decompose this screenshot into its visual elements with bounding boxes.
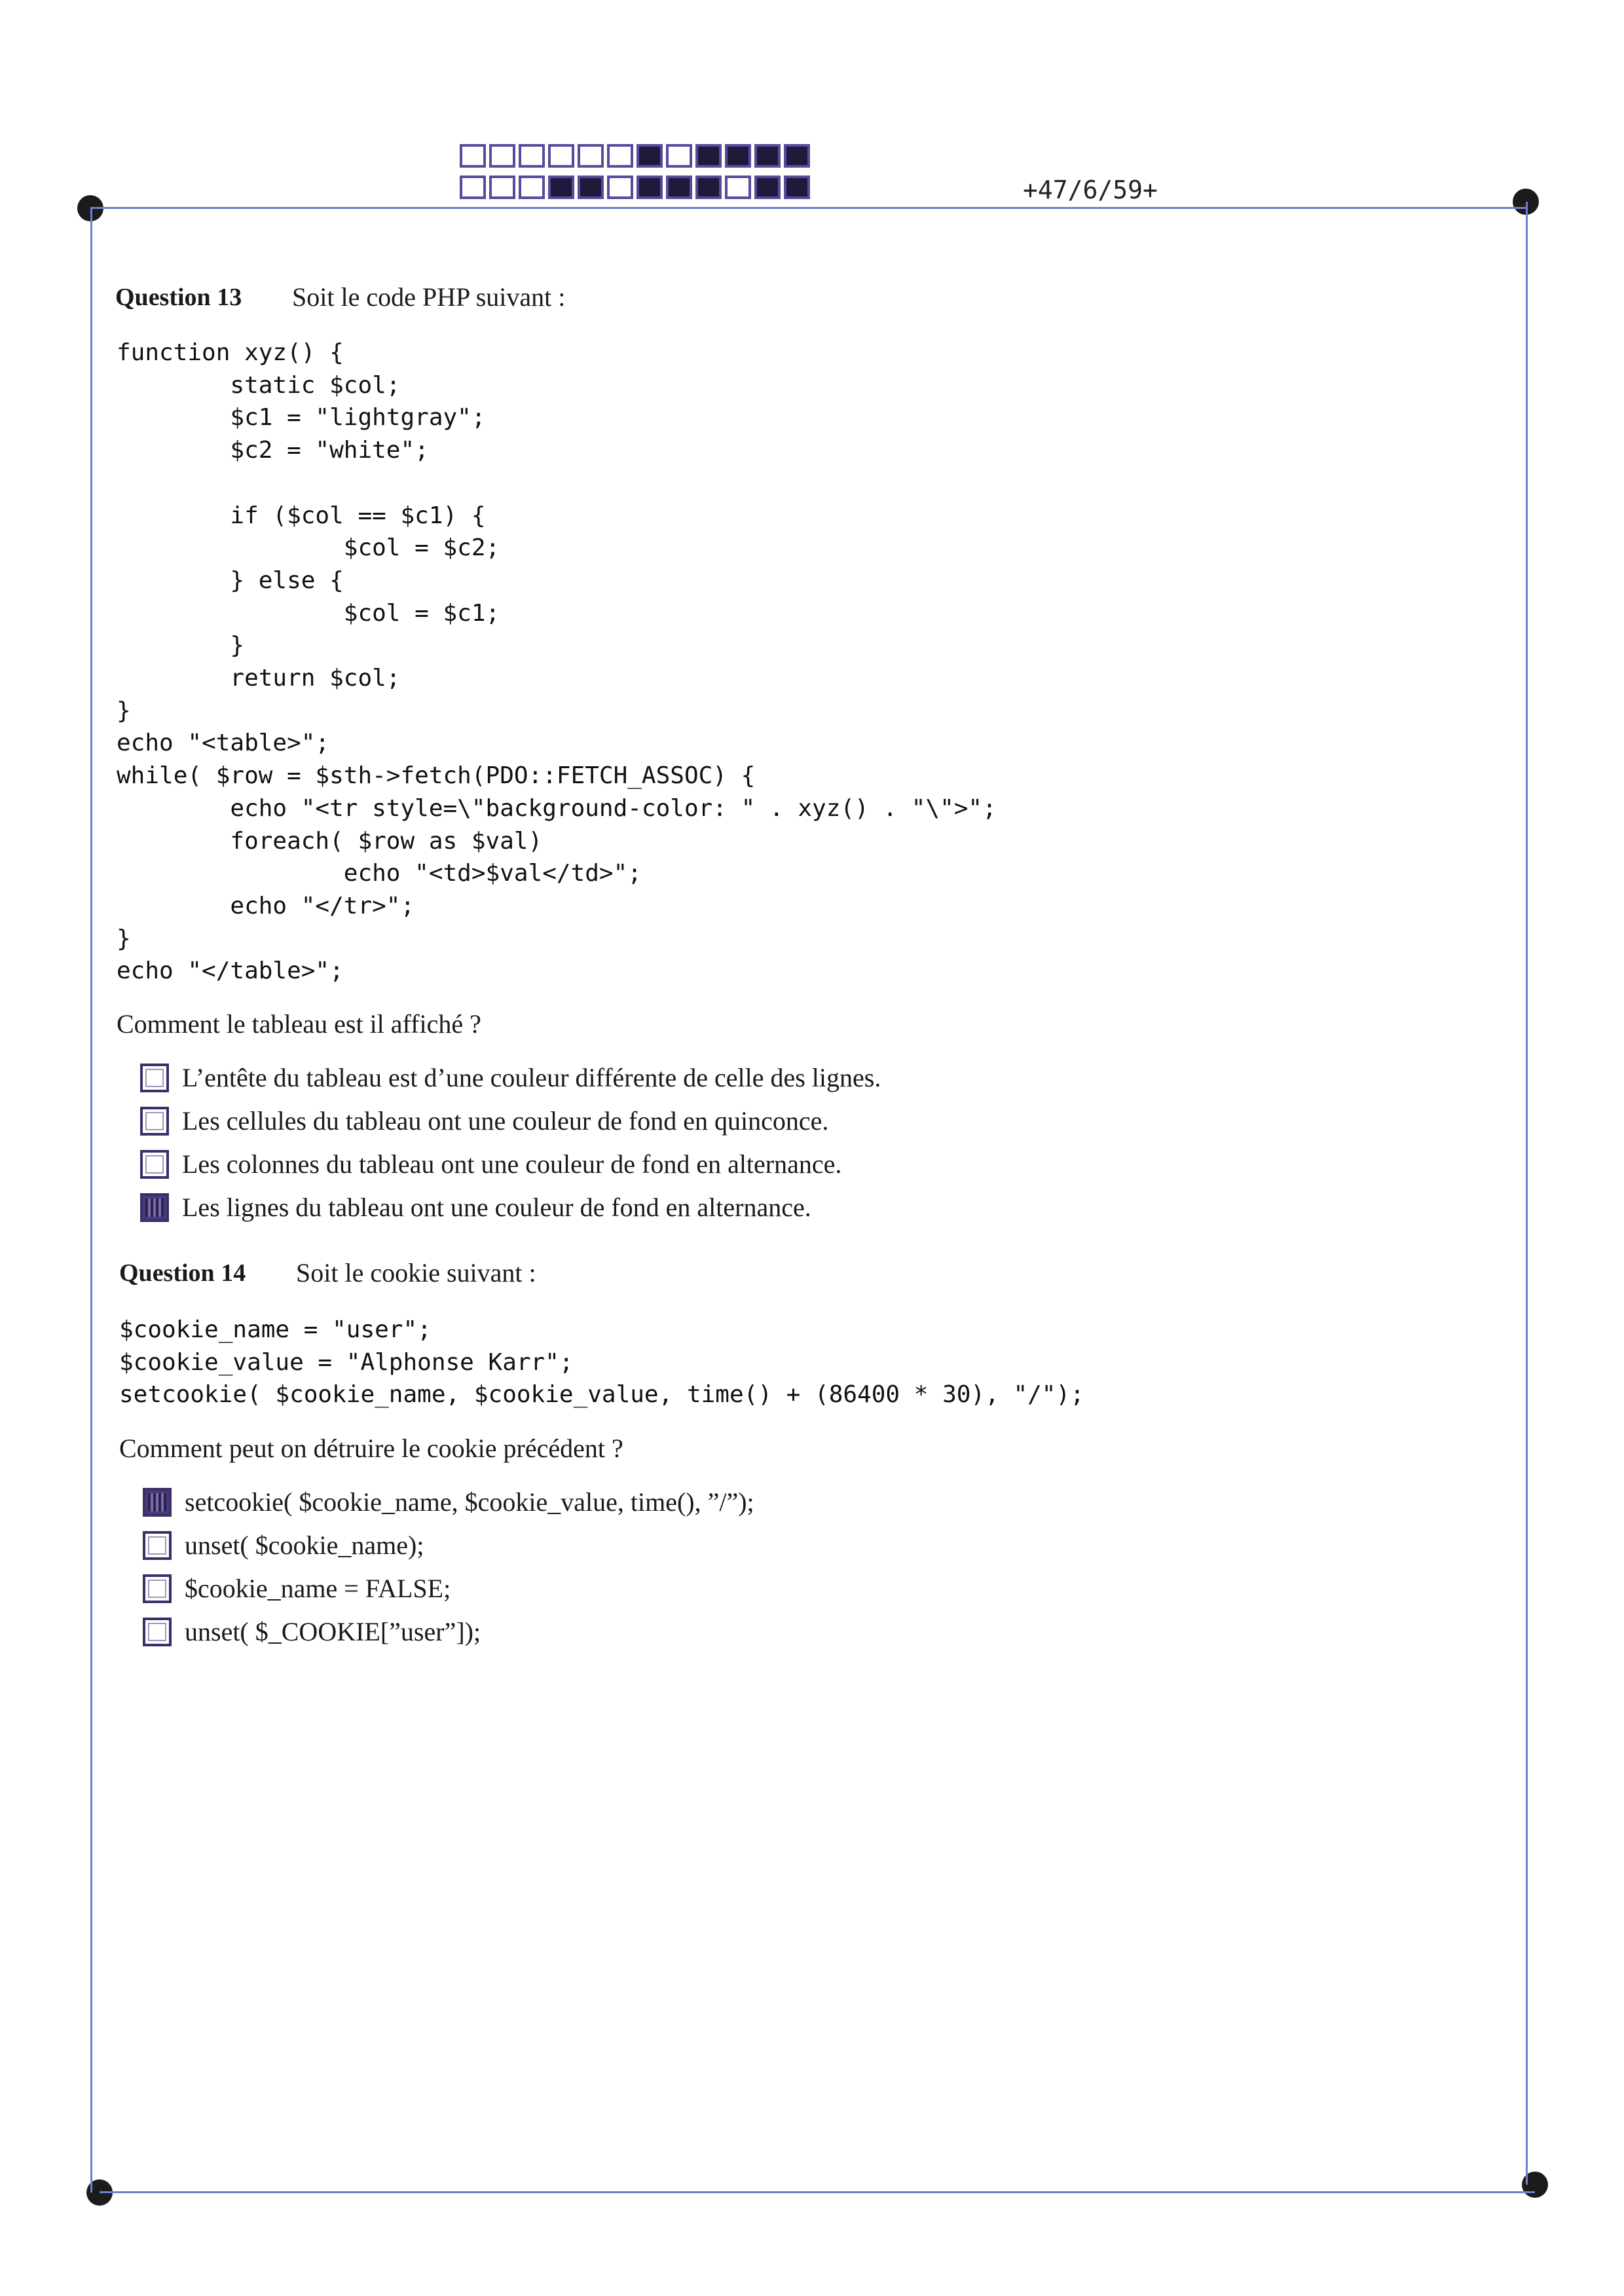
page-identifier: +47/6/59+ <box>1023 176 1158 204</box>
code-cell-filled <box>637 144 663 168</box>
answer-label: Les lignes du tableau ont une couleur de fond en alternance. <box>182 1193 811 1222</box>
code-cell-empty <box>489 144 515 168</box>
answer-checkbox-checked[interactable] <box>143 1488 172 1517</box>
frame-right-line <box>1526 202 1528 2185</box>
answer-label: setcookie( $cookie_name, $cookie_value, time(), ”/”); <box>185 1487 754 1517</box>
code-cell-empty <box>607 176 633 199</box>
code-cell-empty <box>578 144 604 168</box>
question-14-answer-4[interactable] <box>143 1616 481 1647</box>
code-cell-empty <box>519 176 545 199</box>
answer-checkbox[interactable] <box>143 1531 172 1560</box>
code-cell-filled <box>695 176 722 199</box>
answer-checkbox[interactable] <box>140 1064 169 1092</box>
frame-top-line <box>90 207 1526 209</box>
frame-left-line <box>90 208 92 2193</box>
question-13-title: Question 13 <box>115 284 242 311</box>
code-cell-filled <box>637 176 663 199</box>
frame-bottom-line <box>100 2191 1535 2193</box>
answer-label: unset( $cookie_name); <box>185 1530 424 1560</box>
code-cell-filled <box>754 144 781 168</box>
code-cell-empty <box>460 176 486 199</box>
question-13-answer-3[interactable] <box>140 1149 841 1179</box>
code-cell-filled <box>725 144 751 168</box>
code-cell-empty <box>460 144 486 168</box>
code-cell-empty <box>666 144 692 168</box>
code-cell-filled <box>666 176 692 199</box>
question-13-code: function xyz() { static $col; $c1 = "lightgray"; $c2 = "white"; if ($col == $c1) { $col = $c2; } else { $col = $c1; } return $col; } echo "<table>"; while( $row = $sth->fetch(PDO::FETCH_ASSOC) { echo "<tr style=\"background-color: " . xyz() . "\">"; foreach( $row as $val) echo "<td>$val</td>"; echo "</tr>"; } echo "</table>"; <box>117 339 997 985</box>
answer-checkbox[interactable] <box>140 1107 169 1136</box>
code-cell-filled <box>578 176 604 199</box>
question-13-answer-4[interactable] <box>140 1192 811 1223</box>
code-cell-filled <box>695 144 722 168</box>
answer-label: L’entête du tableau est d’une couleur différente de celle des lignes. <box>182 1063 881 1092</box>
code-cell-filled <box>548 176 574 199</box>
answer-checkbox[interactable] <box>143 1618 172 1646</box>
question-13-question: Comment le tableau est il affiché ? <box>117 1009 481 1039</box>
code-cell-empty <box>725 176 751 199</box>
code-cell-filled <box>784 144 810 168</box>
answer-checkbox-checked[interactable] <box>140 1193 169 1222</box>
code-cell-empty <box>607 144 633 168</box>
answer-checkbox[interactable] <box>140 1150 169 1179</box>
binary-code-row-2 <box>460 176 813 199</box>
answer-checkbox[interactable] <box>143 1574 172 1603</box>
code-cell-filled <box>784 176 810 199</box>
question-14-question: Comment peut on détruire le cookie précédent ? <box>119 1434 623 1463</box>
question-14-prompt: Soit le cookie suivant : <box>296 1258 536 1287</box>
code-cell-empty <box>519 144 545 168</box>
answer-label: Les cellules du tableau ont une couleur de fond en quinconce. <box>182 1106 829 1136</box>
answer-label: Les colonnes du tableau ont une couleur de fond en alternance. <box>182 1149 842 1179</box>
answer-label: $cookie_name = FALSE; <box>185 1574 451 1603</box>
question-14-answer-1[interactable] <box>143 1487 754 1517</box>
code-cell-filled <box>754 176 781 199</box>
question-14-title: Question 14 <box>119 1259 246 1287</box>
question-14-code: $cookie_name = "user"; $cookie_value = "Alphonse Karr"; setcookie( $cookie_name, $cookie_value, time() + (86400 * 30), "/"); <box>119 1316 1084 1409</box>
code-cell-empty <box>489 176 515 199</box>
question-13-answer-1[interactable] <box>140 1062 881 1093</box>
question-13-prompt: Soit le code PHP suivant : <box>292 282 566 312</box>
question-13-answer-2[interactable] <box>140 1105 828 1136</box>
question-14-answer-2[interactable] <box>143 1530 424 1561</box>
answer-label: unset( $_COOKIE[”user”]); <box>185 1617 481 1646</box>
code-cell-empty <box>548 144 574 168</box>
binary-code-row-1 <box>460 144 813 168</box>
question-14-answer-3[interactable] <box>143 1573 451 1604</box>
